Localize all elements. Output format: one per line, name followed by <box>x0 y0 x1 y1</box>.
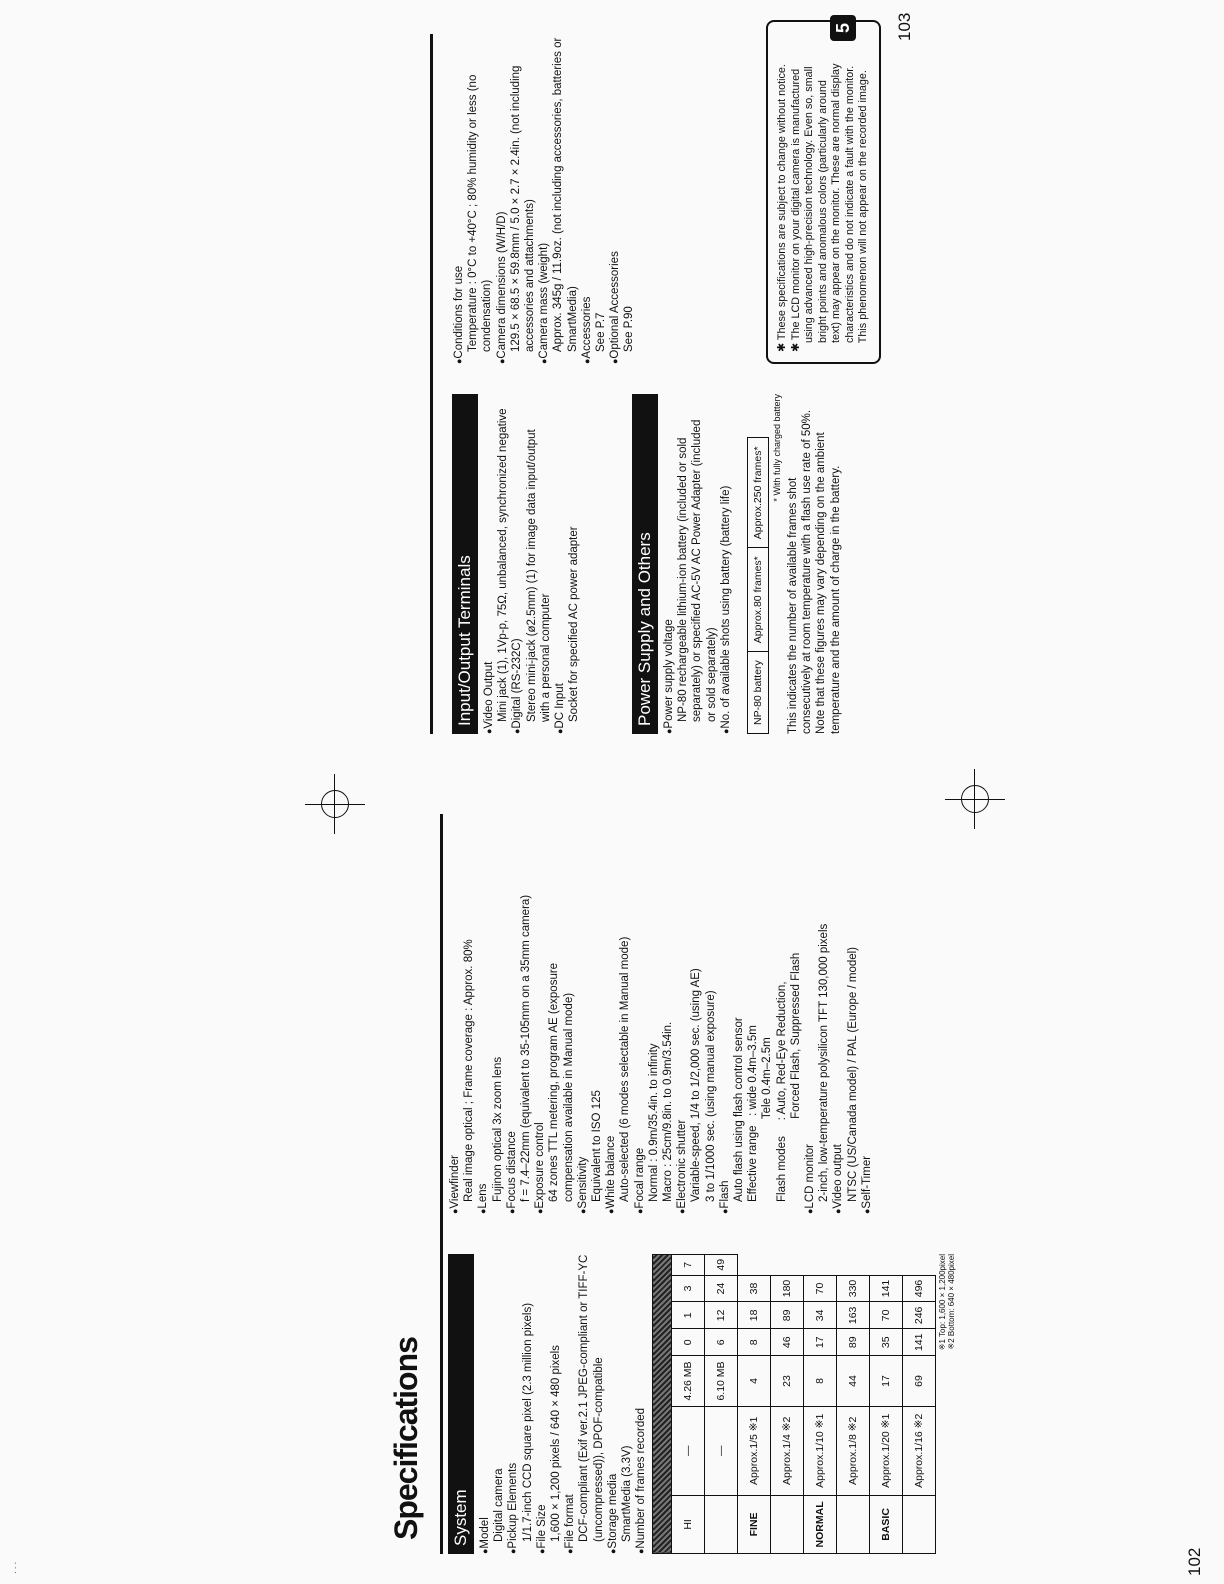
conditions-list <box>452 34 637 364</box>
spec-label: ● White balance <box>604 834 618 1214</box>
note-line: using advanced high-precision technology. Even so, small <box>803 66 815 352</box>
table-cell: BASIC <box>870 1495 903 1553</box>
spec-value: Normal : 0.9m/35.4in. to infinity <box>647 1043 660 1202</box>
table-cell: Approx.1/16 ※2 <box>903 1406 936 1495</box>
right-top-rule <box>430 34 433 734</box>
spec-value: SmartMedia (3.3V) <box>621 1445 634 1542</box>
table-cell: 246 <box>903 1302 936 1329</box>
table-cell: 69 <box>903 1356 936 1407</box>
table-cell: — <box>705 1406 738 1495</box>
table-cell: 141 <box>870 1275 903 1302</box>
spec-label: ● Power supply voltage <box>662 394 676 734</box>
power-list <box>662 394 733 734</box>
spec-value: Forced Flash, Suppressed Flash <box>789 952 802 1202</box>
spec-label: ● LCD monitor <box>803 834 817 1214</box>
table-cell <box>837 1495 870 1553</box>
table-cell: 17 <box>870 1356 903 1407</box>
spec-label: ● No. of available shots using battery (battery life) <box>719 394 733 734</box>
table-cell: Approx.1/10 ※1 <box>804 1406 837 1495</box>
spec-label: ● Electronic shutter <box>675 834 689 1214</box>
spec-value: Approx. 345g / 11.9oz. (not including accessories, batteries or <box>552 37 565 352</box>
spec-value: 1,600 × 1,200 pixels / 640 × 480 pixels <box>550 1345 563 1542</box>
registration-mark-2 <box>945 769 1005 829</box>
spec-label: ● Video output <box>831 834 845 1214</box>
spec-value: Equivalent to ISO 125 <box>591 1090 604 1202</box>
table-cell: Approx.1/8 ※2 <box>837 1406 870 1495</box>
table-row <box>738 1255 771 1554</box>
paragraph-line: consecutively at room temperature with a flash use rate of 50%. <box>801 409 814 734</box>
spec-value: or sold separately) <box>705 627 718 722</box>
spec-value: separately) or specified AC-5V AC Power Adapter (included <box>691 419 704 722</box>
footnote-2: ※2 Bottom: 640 × 480pixel <box>947 1254 957 1350</box>
frames-table <box>652 1254 936 1554</box>
table-cell: 24 <box>705 1275 738 1302</box>
table-cell: 8 <box>804 1356 837 1407</box>
spec-value: NP-80 rechargeable lithium-ion battery (included or sold <box>677 437 690 722</box>
spec-label: ● Self-Timer <box>860 834 874 1214</box>
table-cell: 12 <box>705 1302 738 1329</box>
spec-value: 3 to 1/1000 sec. (using manual exposure) <box>704 990 717 1202</box>
table-cell: 7 <box>672 1255 705 1276</box>
spec-value: Mini jack (1), 1Vp-p, 75Ω, unbalanced, synchronized negative <box>497 408 510 722</box>
table-cell: 6.10 MB <box>705 1356 738 1407</box>
spec-label: ● Camera dimensions (W/H/D) <box>495 34 509 364</box>
table-cell: 35 <box>870 1329 903 1356</box>
spec-value: See P.90 <box>623 306 636 352</box>
table-cell: 89 <box>771 1302 804 1329</box>
spec-value: SmartMedia) <box>566 286 579 352</box>
spec-label: ● Digital (RS-232C) <box>510 394 524 734</box>
spec-value: Auto flash using flash control sensor <box>733 1017 746 1202</box>
table-cell: Approx.1/4 ※2 <box>771 1406 804 1495</box>
table-cell: 496 <box>903 1275 936 1302</box>
note-line: bright points and anomalous colors (particularly around <box>816 80 829 352</box>
table-row <box>903 1255 936 1554</box>
table-cell: Approx.1/5 ※1 <box>738 1406 771 1495</box>
table-row <box>804 1255 837 1554</box>
spec-value: accessories and attachments) <box>524 199 537 352</box>
note-line: ✱ The LCD monitor on your digital camera is manufactured <box>789 68 802 352</box>
paragraph-line: temperature and the amount of charge in the battery. <box>829 465 842 734</box>
table-cell <box>903 1495 936 1553</box>
note-line: characteristics and do not indicate a fault with the monitor. <box>843 65 856 352</box>
battery-table <box>747 437 769 734</box>
spec-label: ● Camera mass (weight) <box>537 34 551 364</box>
system-list <box>478 1254 648 1554</box>
left-top-rule <box>440 814 443 1554</box>
table-cell: Approx.1/20 ※1 <box>870 1406 903 1495</box>
spec-value: 64 zones TTL metering, program AE (exposure <box>548 962 561 1202</box>
table-cell: 180 <box>771 1275 804 1302</box>
table-cell: 49 <box>705 1255 738 1276</box>
spec-label: ● Accessories <box>580 34 594 364</box>
corner-stamp: ... <box>8 1559 19 1574</box>
table-cell: 1 <box>672 1302 705 1329</box>
table-cell <box>705 1495 738 1553</box>
table-cell: 6 <box>705 1329 738 1356</box>
io-list <box>482 394 581 734</box>
frames-table-header <box>653 1255 672 1554</box>
paragraph-line: This indicates the number of available frames shot <box>787 477 800 734</box>
spec-value: compensation available in Manual mode) <box>562 992 575 1202</box>
table-cell: 0 <box>672 1329 705 1356</box>
frames-footnotes <box>938 1254 956 1554</box>
spec-value: Effective range : wide 0.4m–3.5m <box>747 1025 760 1202</box>
spec-value: (uncompressed)), DPOF-compatible <box>592 1357 605 1542</box>
spec-label: ● File format <box>563 1254 577 1554</box>
paragraph-line: Note that these figures may vary depending on the ambient <box>815 432 828 734</box>
table-cell: 3 <box>672 1275 705 1302</box>
table-cell: NORMAL <box>804 1495 837 1553</box>
system-heading: System <box>448 1254 474 1554</box>
spec-value: DCF-compliant (Exif ver.2.1 JPEG-compliant or TIFF-YC <box>578 1254 591 1542</box>
notes-box <box>766 20 881 364</box>
io-heading: Input/Output Terminals <box>452 394 478 734</box>
table-cell: 163 <box>837 1302 870 1329</box>
table-cell: FINE <box>738 1495 771 1553</box>
table-cell: — <box>672 1406 705 1495</box>
spec-value: NTSC (US/Canada model) / PAL (Europe / model) <box>846 946 859 1202</box>
spec-value: Flash modes : Auto, Red-Eye Reduction, <box>775 981 788 1202</box>
spec-label: ● Flash <box>718 834 732 1214</box>
power-heading: Power Supply and Others <box>632 394 658 734</box>
registration-mark-1 <box>305 774 365 834</box>
footnote-1: ※1 Top: 1,600 × 1,200pixel <box>938 1254 948 1351</box>
table-row <box>837 1255 870 1554</box>
spec-label: ● Video Output <box>482 394 496 734</box>
note-line: This phenomenon will not appear on the recorded image. <box>857 70 869 352</box>
battery-note: * With fully charged battery <box>772 394 783 502</box>
spec-value: f = 7.4–22mm (equivalent to 35-105mm on a 35mm camera) <box>520 894 533 1202</box>
table-cell: 141 <box>903 1329 936 1356</box>
spec-label: ● Focal range <box>633 834 647 1214</box>
spec-label: ● Number of frames recorded <box>634 1254 648 1554</box>
spec-value: See P.7 <box>595 312 608 352</box>
table-cell: 18 <box>738 1302 771 1329</box>
table-cell: 70 <box>804 1275 837 1302</box>
system-section <box>448 1254 956 1554</box>
table-cell: 4 <box>738 1356 771 1407</box>
spec-label: ● Conditions for use <box>452 34 466 364</box>
spec-value: Temperature : 0°C to +40°C ; 80% humidity or less (no <box>467 74 480 352</box>
spec-label: ● Model <box>478 1254 492 1554</box>
note-line: ✱ These specifications are subject to change without notice. <box>776 64 788 352</box>
spec-label: ● Lens <box>476 834 490 1214</box>
table-cell: 89 <box>837 1329 870 1356</box>
table-cell: 44 <box>837 1356 870 1407</box>
table-cell: 23 <box>771 1356 804 1407</box>
system-list-2 <box>448 834 874 1214</box>
spec-value: Tele 0.4m–2.5m <box>761 1037 774 1202</box>
spec-value: Macro : 25cm/9.8in. to 0.9m/3.54in. <box>662 1021 675 1202</box>
spec-value: Digital camera <box>493 1468 506 1542</box>
spec-value: Variable-speed, 1/4 to 1/2,000 sec. (using AE) <box>690 968 703 1202</box>
table-cell: 70 <box>870 1302 903 1329</box>
table-cell: 17 <box>804 1329 837 1356</box>
table-cell: 34 <box>804 1302 837 1329</box>
note-line: text) may appear on the monitor. These are normal display <box>830 63 842 352</box>
spec-value: condensation) <box>481 279 494 352</box>
spec-label: ● Focus distance <box>505 834 519 1214</box>
table-cell: 38 <box>738 1275 771 1302</box>
table-cell: HI <box>672 1495 705 1553</box>
spec-value: 1/1.7-inch CCD square pixel (2.3 million pixels) <box>521 1302 534 1542</box>
chapter-badge: 5 <box>830 15 856 41</box>
table-row <box>870 1255 903 1554</box>
page-number-left: 102 <box>1185 1547 1204 1576</box>
spec-value: Stereo mini-jack (ø2.5mm) (1) for image data input/output <box>525 429 538 722</box>
spec-label: ● File Size <box>535 1254 549 1554</box>
page-number-right: 103 <box>895 12 914 41</box>
table-cell: 8 <box>738 1329 771 1356</box>
table-cell: 330 <box>837 1275 870 1302</box>
spec-value: with a personal computer <box>539 593 552 722</box>
spec-label: ● Sensitivity <box>576 834 590 1214</box>
table-cell: 46 <box>771 1329 804 1356</box>
spec-label: ● DC Input <box>553 394 567 734</box>
spec-value: 129.5 × 68.5 × 59.8mm / 5.0 × 2.7 × 2.4in. (not including <box>509 65 522 352</box>
io-section <box>452 394 581 734</box>
spec-label: ● Optional Accessories <box>608 34 622 364</box>
battery-frames-1: Approx.80 frames* <box>748 548 769 652</box>
spec-value: Fujinon optical 3x zoom lens <box>491 1056 504 1202</box>
spec-label: ● Pickup Elements <box>506 1254 520 1554</box>
battery-name: NP-80 battery <box>748 652 769 734</box>
power-section <box>632 394 843 734</box>
battery-frames-2: Approx.250 frames* <box>748 438 769 548</box>
table-cell: 4.26 MB <box>672 1356 705 1407</box>
spec-value: 2-inch, low-temperature polysilicon TFT 130,000 pixels <box>818 923 831 1202</box>
power-paragraph <box>786 394 843 734</box>
spec-label: ● Exposure control <box>533 834 547 1214</box>
spec-value: Auto-selected (6 modes selectable in Manual mode) <box>619 936 632 1202</box>
spec-label: ● Storage media <box>606 1254 620 1554</box>
table-cell <box>771 1495 804 1553</box>
spec-value: Real image optical ; Frame coverage : Approx. 80% <box>463 939 476 1202</box>
page-title: Specifications <box>388 1337 424 1540</box>
spec-label: ● Viewfinder <box>448 834 462 1214</box>
table-row <box>771 1255 804 1554</box>
spec-value: Socket for specified AC power adapter <box>568 526 581 722</box>
